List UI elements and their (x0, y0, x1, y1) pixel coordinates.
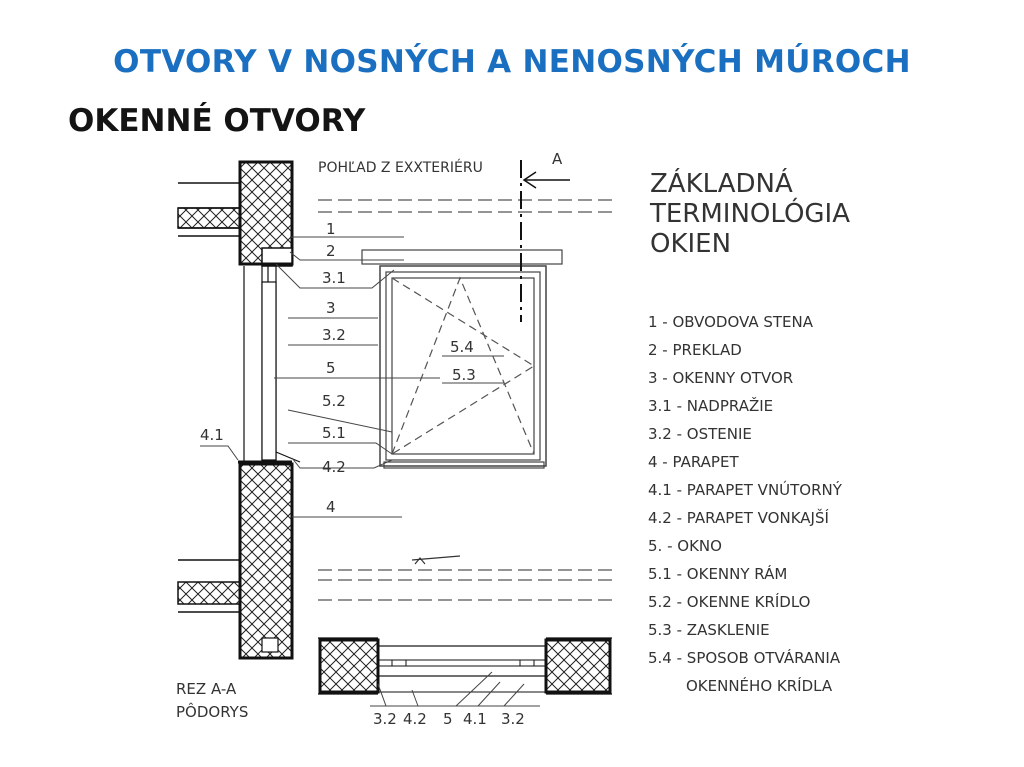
elevation-lintel (362, 250, 562, 264)
slide-subtitle: OKENNÉ OTVORY (68, 103, 366, 139)
legend-item: 5.3 - ZASKLENIE (648, 621, 770, 639)
callout-4-2: 4.2 (322, 458, 346, 476)
plan-wall-left (320, 640, 378, 692)
section-caption-line2: PÔDORYS (176, 703, 249, 721)
legend-item: 4 - PARAPET (648, 453, 739, 471)
plan-wall-right (546, 640, 610, 692)
plan-callout-3-2-right: 3.2 (501, 710, 525, 728)
legend-item: 2 - PREKLAD (648, 341, 742, 359)
lower-wall-block (240, 464, 292, 658)
wall-section (178, 162, 300, 658)
legend-item: OKENNÉHO KRÍDLA (686, 677, 833, 695)
section-caption-line1: REZ A-A (176, 680, 237, 698)
legend-item: 1 - OBVODOVA STENA (648, 313, 813, 331)
callout-1: 1 (326, 220, 336, 238)
slide-title: OTVORY V NOSNÝCH A NENOSNÝCH MÚROCH (113, 44, 911, 80)
callout-5-4: 5.4 (450, 338, 474, 356)
callout-3-1: 3.1 (322, 269, 346, 287)
lower-slab (178, 582, 240, 604)
legend-item: 5. - OKNO (648, 537, 722, 555)
section-marker-label: A (552, 150, 563, 168)
legend-item: 4.2 - PARAPET VONKAJŠÍ (648, 509, 829, 527)
legend-item: 3.1 - NADPRAŽIE (648, 397, 774, 415)
legend-item: 5.4 - SPOSOB OTVÁRANIA (648, 649, 841, 667)
legend-item: 3 - OKENNY OTVOR (648, 369, 794, 387)
plan-callout-labels (373, 710, 525, 728)
legend-item: 3.2 - OSTENIE (648, 425, 752, 443)
callout-4: 4 (326, 498, 336, 516)
legend-heading-line1: ZÁKLADNÁ (650, 169, 793, 199)
callout-3: 3 (326, 299, 336, 317)
callout-5-2: 5.2 (322, 392, 346, 410)
legend-item: 5.1 - OKENNY RÁM (648, 565, 788, 583)
plan-callout-4-2: 4.2 (403, 710, 427, 728)
callout-5-1: 5.1 (322, 424, 346, 442)
callout-3-2: 3.2 (322, 326, 346, 344)
plan-callout-4-1: 4.1 (463, 710, 487, 728)
legend-item: 5.2 - OKENNE KRÍDLO (648, 593, 811, 611)
legend-item: 4.1 - PARAPET VNÚTORNÝ (648, 481, 842, 499)
plan-callout-3-2-left: 3.2 (373, 710, 397, 728)
callout-4-1: 4.1 (200, 426, 224, 444)
plan-callout-5: 5 (443, 710, 453, 728)
legend-heading-line3: OKIEN (650, 229, 732, 259)
plan-section (318, 638, 612, 706)
view-label: POHĽAD Z EXXTERIÉRU (318, 160, 483, 176)
legend (648, 167, 850, 695)
legend-heading-line2: TERMINOLÓGIA (650, 199, 851, 229)
callout-5: 5 (326, 359, 336, 377)
callout-5-3: 5.3 (452, 366, 476, 384)
callout-2: 2 (326, 242, 336, 260)
upper-slab (178, 208, 240, 228)
